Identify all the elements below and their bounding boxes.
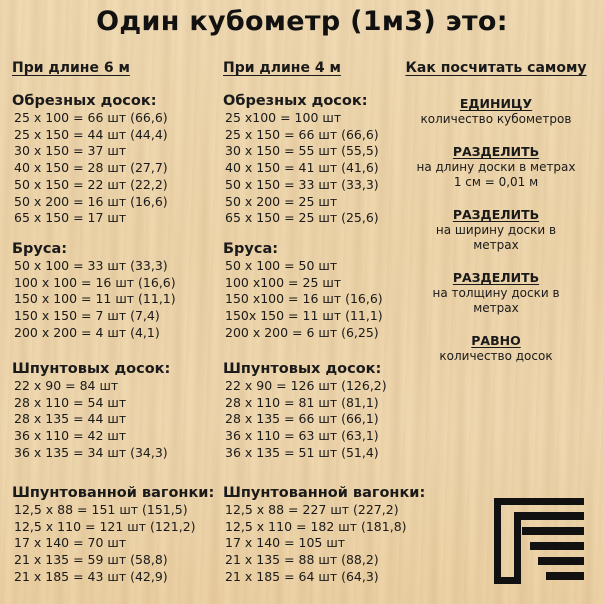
rows-list	[12, 378, 217, 462]
column-length-6m	[12, 60, 217, 88]
list-item: 150 х100 = 16 шт (16,6)	[225, 291, 383, 307]
rows-list	[223, 378, 398, 462]
list-item: 17 х 140 = 70 шт	[14, 535, 127, 551]
column-length-4m	[223, 60, 398, 88]
step-text: на ширину доски в метрах	[435, 222, 557, 252]
list-item: 200 х 200 = 6 шт (6,25)	[225, 324, 379, 340]
list-item: 22 х 90 = 126 шт (126,2)	[225, 378, 387, 393]
list-item: 25 х 150 = 44 шт (44,4)	[14, 126, 168, 142]
list-item: 28 х 110 = 81 шт (81,1)	[225, 394, 379, 410]
list-item: 100 х 100 = 16 шт (16,6)	[14, 274, 176, 290]
list-item: 40 х 150 = 28 шт (27,7)	[14, 160, 168, 176]
list-item: 200 х 200 = 4 шт (4,1)	[14, 324, 160, 340]
list-item: 50 х 150 = 22 шт (22,2)	[14, 176, 168, 192]
list-item: 25 х100 = 100 шт	[225, 110, 342, 125]
column-header: При длине 6 м	[12, 60, 130, 76]
list-item: 150 х 150 = 7 шт (7,4)	[14, 308, 160, 324]
list-item: 30 х 150 = 55 шт (55,5)	[225, 143, 379, 159]
list-item: 65 х 150 = 17 шт	[14, 210, 127, 226]
section-timber-6m	[12, 240, 217, 342]
list-item: 50 х 200 = 16 шт (16,6)	[14, 193, 168, 209]
step-title: РАЗДЕЛИТЬ	[452, 269, 540, 285]
list-item: 12,5 х 110 = 182 шт (181,8)	[225, 518, 407, 534]
list-item: 21 х 135 = 59 шт (58,8)	[14, 552, 168, 568]
section-title: Шпунтовых досок:	[12, 361, 171, 377]
list-item: 50 х 100 = 33 шт (33,3)	[14, 258, 168, 273]
list-item: 12,5 х 110 = 121 шт (121,2)	[14, 518, 196, 534]
column-header: Как посчитать самому	[405, 60, 587, 76]
section-title: Шпунтованной вагонки:	[12, 485, 215, 501]
section-title: Бруса:	[12, 241, 68, 257]
section-lining-4m	[223, 484, 426, 586]
list-item: 50 х 100 = 50 шт	[225, 258, 338, 273]
list-item: 50 х 150 = 33 шт (33,3)	[225, 176, 379, 192]
section-title: Обрезных досок:	[12, 93, 157, 109]
step-text: на длину доски в метрах 1 см = 0,01 м	[416, 159, 576, 189]
step-divide-thickness	[392, 270, 600, 317]
list-item: 36 х 135 = 51 шт (51,4)	[225, 444, 379, 460]
section-timber-4m	[223, 240, 398, 342]
list-item: 150х 150 = 11 шт (11,1)	[225, 308, 383, 324]
section-tongue-boards-4m	[223, 360, 398, 462]
step-title: ЕДИНИЦУ	[459, 96, 533, 111]
section-tongue-boards-6m	[12, 360, 217, 462]
list-item: 21 х 185 = 43 шт (42,9)	[14, 568, 168, 584]
section-title: Бруса:	[223, 241, 279, 257]
list-item: 22 х 90 = 84 шт	[14, 378, 119, 393]
list-item: 28 х 135 = 66 шт (66,1)	[225, 411, 379, 427]
list-item: 17 х 140 = 105 шт	[225, 535, 346, 551]
rows-list	[223, 110, 398, 227]
section-lining-6m	[12, 484, 217, 586]
step-unit	[392, 96, 600, 128]
section-title: Обрезных досок:	[223, 93, 368, 109]
section-title: Шпунтовых досок:	[223, 361, 382, 377]
list-item: 21 х 135 = 88 шт (88,2)	[225, 552, 379, 568]
list-item: 36 х 110 = 42 шт	[14, 428, 127, 444]
list-item: 36 х 135 = 34 шт (34,3)	[14, 444, 168, 460]
step-text: количество досок	[439, 348, 553, 363]
section-edged-boards-4m	[223, 92, 398, 227]
list-item: 30 х 150 = 37 шт	[14, 143, 127, 159]
column-how-to-calculate	[392, 60, 600, 380]
list-item: 28 х 110 = 54 шт	[14, 394, 127, 410]
rows-list	[223, 502, 407, 586]
step-title: РАЗДЕЛИТЬ	[452, 206, 540, 222]
step-text: на толщину доски в метрах	[432, 285, 560, 315]
step-divide-width	[392, 207, 600, 254]
stairs-logo-icon	[492, 494, 586, 588]
list-item: 12,5 х 88 = 227 шт (227,2)	[225, 502, 399, 517]
list-item: 25 х 100 = 66 шт (66,6)	[14, 110, 168, 125]
page-title: Один кубометр (1м3) это:	[96, 6, 508, 37]
list-item: 28 х 135 = 44 шт	[14, 411, 127, 427]
step-title: РАВНО	[471, 332, 521, 348]
list-item: 36 х 110 = 63 шт (63,1)	[225, 428, 379, 444]
list-item: 25 х 150 = 66 шт (66,6)	[225, 126, 379, 142]
list-item: 150 х 100 = 11 шт (11,1)	[14, 291, 176, 307]
list-item: 50 х 200 = 25 шт	[225, 193, 338, 209]
list-item: 21 х 185 = 64 шт (64,3)	[225, 568, 379, 584]
list-item: 100 х100 = 25 шт	[225, 274, 342, 290]
rows-list	[12, 258, 217, 342]
list-item: 40 х 150 = 41 шт (41,6)	[225, 160, 379, 176]
list-item: 12,5 х 88 = 151 шт (151,5)	[14, 502, 188, 517]
list-item: 65 х 150 = 25 шт (25,6)	[225, 210, 379, 226]
rows-list	[223, 258, 398, 342]
rows-list	[12, 502, 217, 586]
column-header: При длине 4 м	[223, 60, 341, 76]
section-title: Шпунтованной вагонки:	[223, 485, 426, 501]
step-equals	[392, 333, 600, 365]
step-divide-length	[392, 144, 600, 191]
step-text: количество кубометров	[420, 112, 572, 126]
section-edged-boards-6m	[12, 92, 217, 227]
rows-list	[12, 110, 217, 227]
step-title: РАЗДЕЛИТЬ	[452, 143, 540, 159]
